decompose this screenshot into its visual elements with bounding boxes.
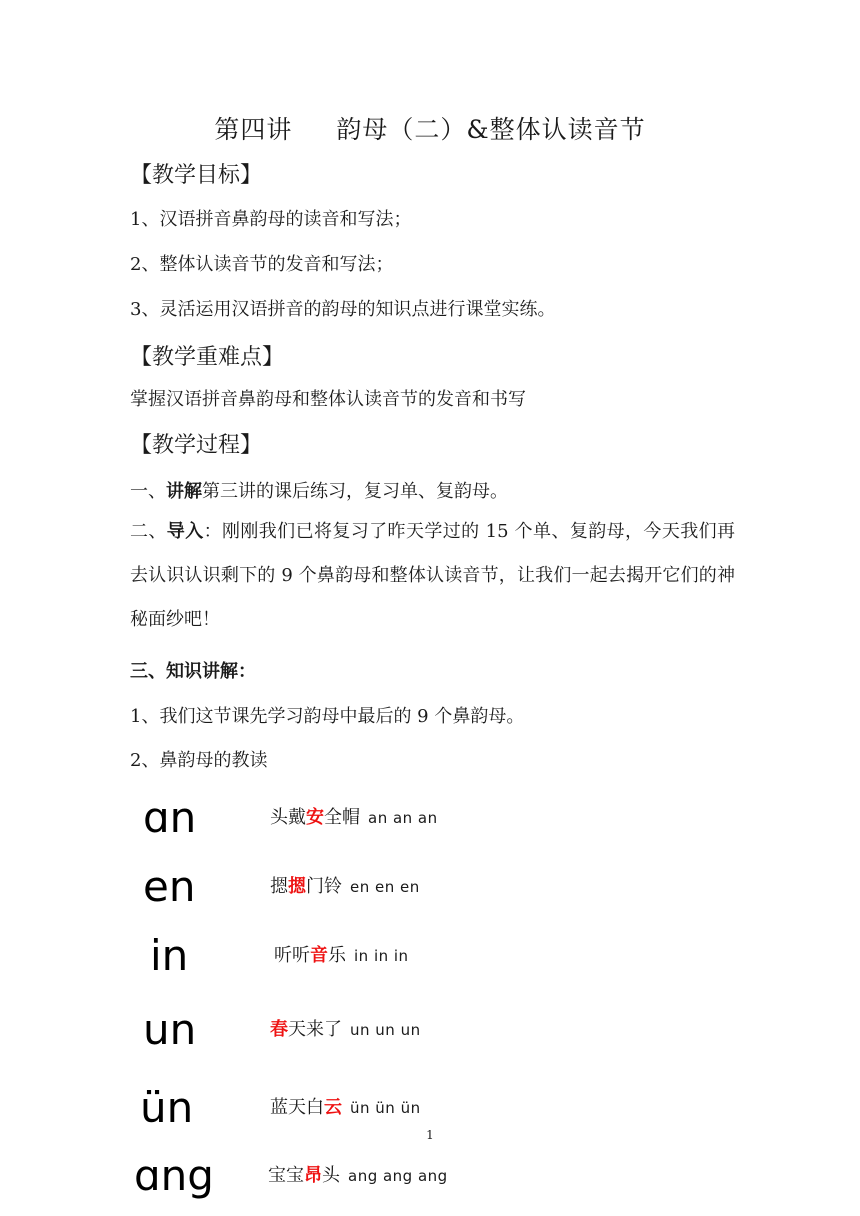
process-step-1: 一、讲解第三讲的课后练习，复习单、复韵母。 <box>130 481 508 502</box>
rhyme-reading: en en en <box>350 878 420 896</box>
rhyme-phrase: 蓝天白云 ün ün ün <box>270 1097 421 1118</box>
rhyme-reading: ang ang ang <box>348 1167 448 1185</box>
rhyme-reading: in in in <box>354 947 409 965</box>
rhyme-row <box>0 1000 860 1060</box>
rhyme-phrase: 听听音乐 in in in <box>274 945 409 966</box>
rhyme-phrase: 头戴安全帽 an an an <box>270 807 438 828</box>
rhyme-row <box>0 926 860 986</box>
rhyme-phrase: 摁摁门铃 en en en <box>270 876 420 897</box>
rhyme-phrase: 春天来了 un un un <box>270 1019 421 1040</box>
process-item-2: 2、鼻韵母的教读 <box>130 750 268 771</box>
objective-item: 3、灵活运用汉语拼音的韵母的知识点进行课堂实练。 <box>130 299 556 320</box>
rhyme-letter: ɑng <box>134 1151 214 1200</box>
process-step-3: 三、知识讲解： <box>130 661 256 682</box>
rhyme-letter: en <box>143 862 196 911</box>
lecture-number: 第四讲 <box>214 115 293 144</box>
process-step-2: 二、导入：刚刚我们已将复习了昨天学过的 15 个单、复韵母，今天我们再去认识认识剩下的 9 个鼻韵母和整体认读音节，让我们一起去揭开它们的神秘面纱吧！ <box>130 521 735 630</box>
rhyme-row <box>0 1146 860 1206</box>
rhyme-letter: un <box>143 1005 197 1054</box>
rhyme-row <box>0 857 860 917</box>
highlight-char: 春 <box>270 1019 288 1040</box>
rhyme-letter: in <box>150 931 189 980</box>
keypoints-text: 掌握汉语拼音鼻韵母和整体认读音节的发音和书写 <box>130 389 526 410</box>
rhyme-letter: ɑn <box>143 793 197 842</box>
objective-item: 1、汉语拼音鼻韵母的读音和写法； <box>130 209 412 230</box>
rhyme-row <box>0 788 860 848</box>
rhyme-letter: ün <box>140 1083 194 1132</box>
rhyme-phrase: 宝宝昂头 ang ang ang <box>268 1165 448 1186</box>
highlight-char: 昂 <box>304 1165 322 1186</box>
keypoints-heading: 【教学重难点】 <box>130 345 285 370</box>
objectives-heading: 【教学目标】 <box>130 163 263 188</box>
process-item-1: 1、我们这节课先学习韵母中最后的 9 个鼻韵母。 <box>130 706 525 727</box>
highlight-char: 安 <box>306 807 324 828</box>
rhyme-reading: un un un <box>350 1021 421 1039</box>
highlight-char: 音 <box>310 945 328 966</box>
page-number: 1 <box>426 1128 434 1142</box>
rhyme-reading: an an an <box>368 809 438 827</box>
lecture-topic: 韵母（二）&整体认读音节 <box>336 115 646 144</box>
page-title <box>0 110 860 146</box>
rhyme-reading: ün ün ün <box>350 1099 421 1117</box>
highlight-char: 摁 <box>288 876 306 897</box>
process-heading: 【教学过程】 <box>130 433 263 458</box>
highlight-char: 云 <box>324 1097 342 1118</box>
objective-item: 2、整体认读音节的发音和写法； <box>130 254 394 275</box>
